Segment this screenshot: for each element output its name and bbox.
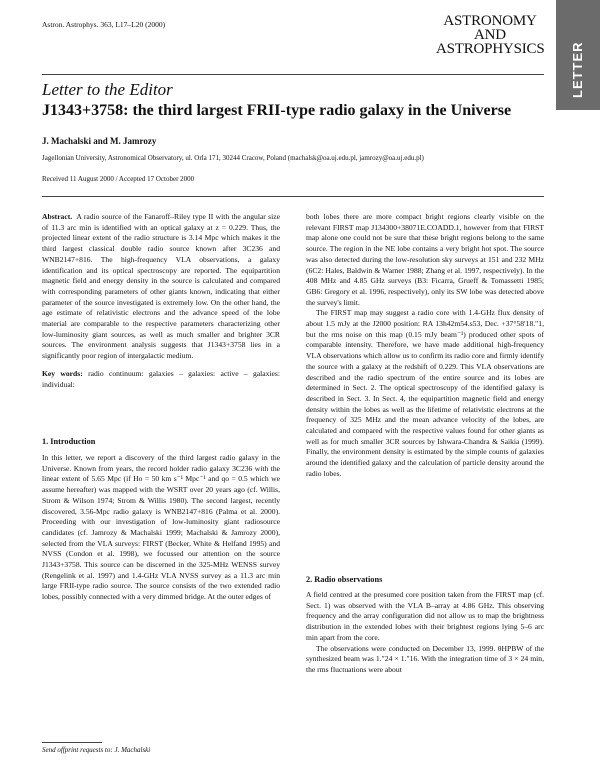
abstract-text: A radio source of the Fanaroff–Riley type II with the angular size of 11.3 arc min is identified with an optical galaxy at z = 0.229. Thus, the projected linear extent of the radio structure is 3.14 Mpc which makes it the third largest classical double radio source known after 3C236 and WNB2147+816. The high-frequency VLA observations, a galaxy identification and its optical spectroscopy are reported. The equipartition magnetic field and energy density in the source is calculated and compared with corresponding parameters of other giants known, indicating that either parameter of the source investigated is extremely low. On the other hand, the age estimate of relativistic electrons and the advance speed of the lobe material are comparable to the respective parameters characterizing other low-luminosity giant sources, as well as much smaller and brighter 3CR sources. The environment analysis suggests that J1343+3758 lies in a significantly poor region of intergalactic medium. bbox=[42, 212, 280, 361]
introduction-paragraph: In this letter, we report a discovery of the third largest radio galaxy in the Universe. Known from years, the record holder radio galaxy 3C236 with the linear extent of 5.65 Mpc (if Ho = 50 km s⁻¹ Mpc⁻¹ and qo = 0.5 which we assume hereafter) was mapped with the WSRT over 20 years ago (cf. Willis, Strom & Wilson 1974; Strom & Willis 1980). The second largest, recently discovered, 3.56-Mpc radio galaxy is WNB2147+816 (Palma et al. 2000). Proceeding with our investigation of low-luminosity giant radiosource candidates (cf. Jamrozy & Machalski 1999; Machalski & Jamrozy 2000), selected from the VLA surveys: FIRST (Becker, White & Helfand 1995) and NVSS (Condon et al. 1998), we focussed our attention on the source J1343+3758. This source can be discerned in the 325-MHz WENSS survey (Rengelink et al. 1997) and 1.4-GHz VLA NVSS survey as a 11.3 arc min large FRII-type radio source. The source consists of the two extended radio lobes, possibly connected with a very dimmed bridge. At the outer edges of bbox=[42, 453, 280, 602]
introduction-heading: 1. Introduction bbox=[42, 437, 96, 446]
right-paragraph-1: both lobes there are more compact bright regions clearly visible on the relevant FIRST map J134300+38071E.COADD.1, however from that FIRST map alone one could not be sure that these bright regions belong to the same source. The region in the NE lobe contains a very bright hot spot. The source was also detected during the low-resolution sky surveys at 151 and 232 MHz (6C2: Hales, Baldwin & Warner 1988; Zhang et al. 1997, respectively). In the 408 MHz and 4.85 GHz surveys (B3: Ficarra, Grueff & Tomassetti 1985; GB6: Gregory et al. 1996, respectively), only its SW lobe was detected above the survey's limit. bbox=[306, 212, 544, 307]
abstract bbox=[42, 212, 280, 362]
right-paragraph-2: The FIRST map may suggest a radio core with 1.4-GHz flux density of about 1.5 mJy at the J2000 position: RA 13h42m54.s53, Dec. +37°58′18.″1, but the rms noise on this map (0.15 mJy beam⁻¹) produced other spots of comparable intensity. Therefore, we have made additional high-frequency VLA observations which allow us to confirm its radio core and firmly identify the source with a galaxy at the redshift of 0.229. This VLA observations are described and the radio spectrum of the entire source and its lobes are determined in Sect. 2. The optical spectroscopy of the identified galaxy is described in Sect. 3. In Sect. 4, the equipartition magnetic field and energy density within the lobes as well as the lifetime of relativistic electrons at the frequency of 325 MHz and the mean advance velocity of the lobes, are calculated and compared with the respective values found for other giants as well as for much smaller 3CR sources by Ishwara-Chandra & Saikia (1999). Finally, the environment density is estimated by the simple counts of galaxies around the identified galaxy and the calculation of particle density around the radio lobes. bbox=[306, 308, 544, 478]
right-column bbox=[306, 212, 544, 480]
keywords-label: Key words: bbox=[42, 368, 83, 378]
abstract-column bbox=[42, 212, 280, 390]
keywords-text: radio continuum: galaxies – galaxies: active – galaxies: individual: bbox=[42, 368, 280, 389]
header-rule bbox=[42, 74, 544, 75]
keywords bbox=[42, 369, 280, 390]
abstract-label: Abstract. bbox=[42, 212, 73, 221]
affiliation: Jagellonian University, Astronomical Observatory, ul. Orla 171, 30244 Cracow, Poland (machalsk@oa.uj.edu.pl, jamrozy@oa.uj.edu.pl) bbox=[42, 154, 424, 162]
observations-paragraph-1: A field centred at the presumed core position taken from the FIRST map (cf. Sect. 1) was observed with the VLA B–array at 4.86 GHz. This observing frequency and the array configuration did not allow us to map the brightness distribution in the extended lobes with their brightest regions lying 5–6 arc min apart from the core. bbox=[306, 590, 544, 642]
introduction-body bbox=[42, 453, 280, 603]
paper-title: J1343+3758: the third largest FRII-type radio galaxy in the Universe bbox=[42, 102, 512, 119]
logo-line-1: ASTRONOMY bbox=[443, 13, 537, 29]
letter-tab-label: LETTER bbox=[570, 41, 585, 98]
radio-observations-heading: 2. Radio observations bbox=[306, 575, 383, 584]
logo-line-2: AND bbox=[474, 27, 506, 43]
journal-logo bbox=[436, 14, 544, 56]
header-bottom-rule bbox=[42, 196, 544, 197]
radio-observations-body bbox=[306, 590, 544, 676]
footnote: Send offprint requests to: J. Machalski bbox=[42, 746, 151, 754]
footnote-rule bbox=[42, 742, 102, 743]
observations-paragraph-2: The observations were conducted on December 13, 1999. θHPBW of the synthesized beam was 1.″24 × 1.″16. With the integration time of 3 × 24 min, the rms fluctuations were about bbox=[306, 643, 544, 674]
section-label: Letter to the Editor bbox=[42, 80, 173, 99]
authors: J. Machalski and M. Jamrozy bbox=[42, 136, 157, 146]
letter-side-tab bbox=[556, 0, 600, 110]
logo-line-3: ASTROPHYSICS bbox=[436, 41, 545, 57]
received-accepted-dates: Received 11 August 2000 / Accepted 17 October 2000 bbox=[42, 175, 195, 183]
journal-reference: Astron. Astrophys. 363, L17–L20 (2000) bbox=[42, 20, 166, 29]
